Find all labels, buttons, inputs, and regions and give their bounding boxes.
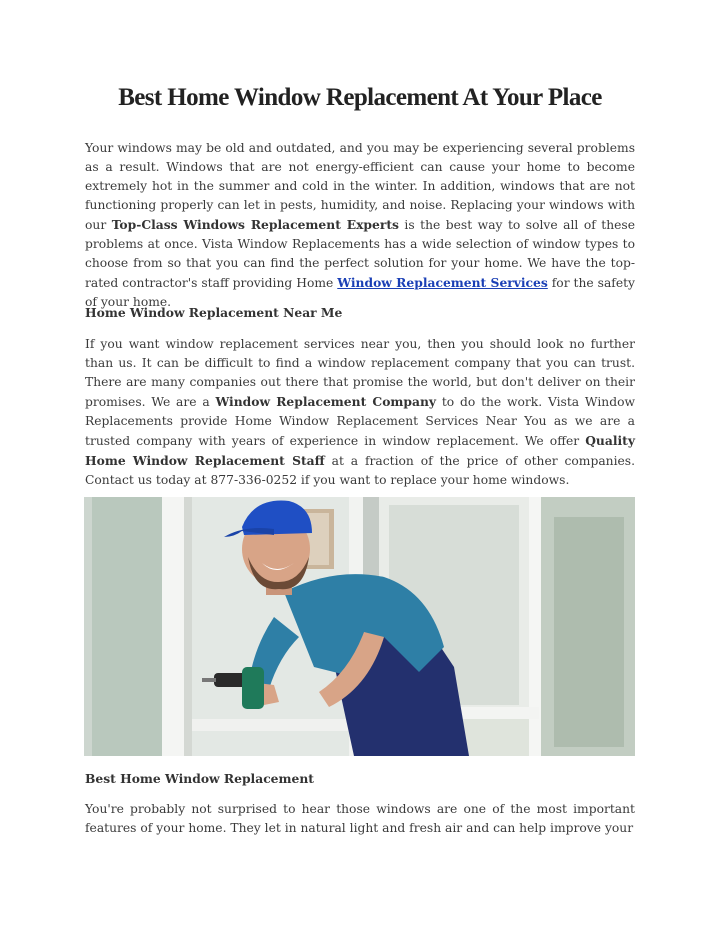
- near-me-paragraph: If you want window replacement services near you, then you should look no further than us. It can be difficult to find a window replacement company that you can trust. There are many companies out there that promise the world, but don't deliver on their promises. We are a Window Replacement Company to do the work. Vista Window Replacements provide Home Window Replacement Services Near You as we are a trusted company with years of experience in window replacement. We offer Quality Home Window Replacement Staff at a fraction of the price of other companies. Contact us today at 877-336-0252 if you want to replace your home windows.: [85, 337, 636, 487]
- bold-phrase: Top-Class Windows Replacement Experts: [111, 217, 399, 232]
- best-replacement-paragraph: You're probably not surprised to hear those windows are one of the most important features of your home. They let in natural light and fresh air and can help improve your: [85, 802, 635, 835]
- bold-phrase: Quality Home Window Replacement Staff: [85, 433, 635, 468]
- section-heading-best: Best Home Window Replacement: [85, 771, 314, 786]
- page-title: Best Home Window Replacement At Your Place: [118, 84, 602, 111]
- section-heading-near-me: Home Window Replacement Near Me: [85, 305, 343, 320]
- worker-installing-window-photo: [84, 497, 635, 756]
- intro-paragraph: Your windows may be old and outdated, and you may be experiencing several problems as a result. Windows that are not energy-efficient can cause your home to become extremely hot in the summer and cold in the winter. In addition, windows that are not functioning properly can let in pests, humidity, and noise. Replacing your windows with our Top-Class Windows Replacement Experts is the best way to solve all of these problems at once. Vista Window Replacements has a wide selection of window types to choose from so that you can find the perfect solution for your home. We have the top-rated contractor's staff providing Home Window Replacement Services for the safety of your home.: [85, 141, 635, 309]
- window-replacement-services-link[interactable]: Window Replacement Services: [337, 275, 548, 290]
- bold-phrase: Window Replacement Company: [215, 394, 437, 409]
